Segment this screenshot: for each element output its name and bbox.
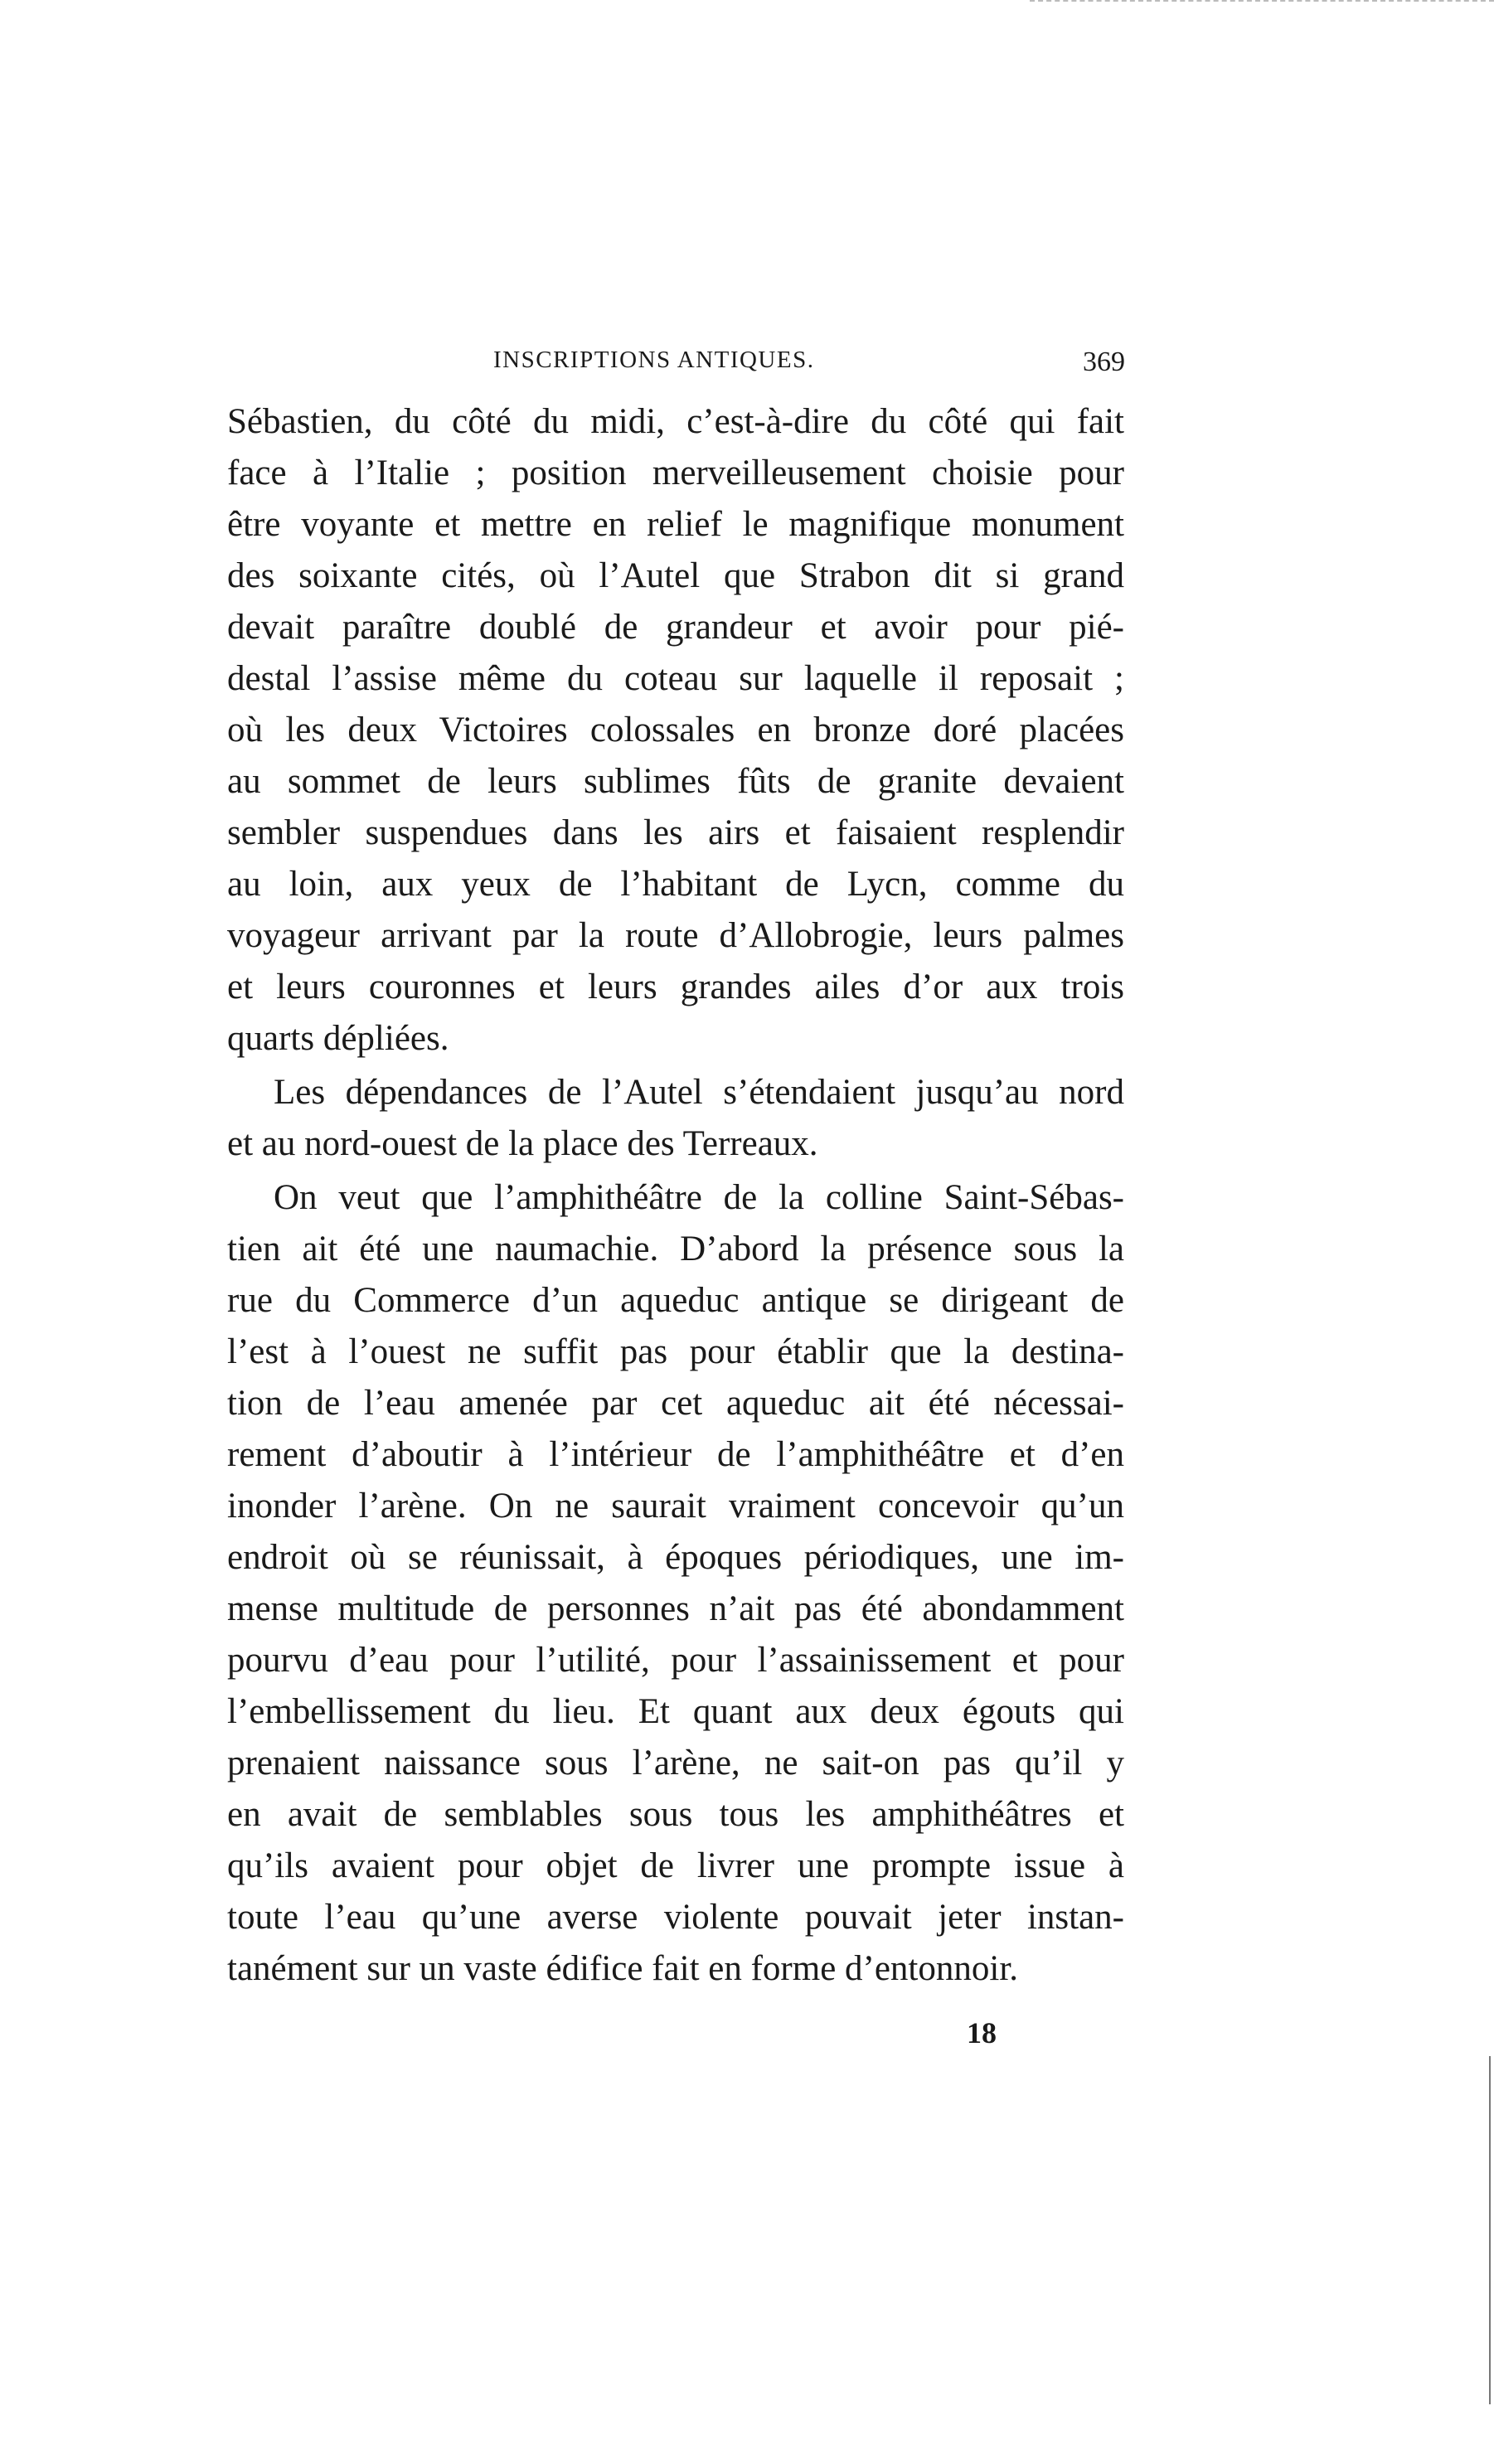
scan-top-edge [1030,0,1494,4]
text-line: toute l’eau qu’une averse violente pouvait jeter instan- [227,1898,1124,1937]
text-line: rue du Commerce d’un aqueduc antique se dirigeant de [227,1281,1124,1320]
text-line: Sébastien, du côté du midi, c’est-à-dire du côté qui fait [227,402,1124,441]
text-line: mense multitude de personnes n’ait pas été abondamment [227,1589,1124,1628]
text-line: qu’ils avaient pour objet de livrer une prompte issue à [227,1846,1124,1885]
text-line: destal l’assise même du coteau sur laquelle il reposait ; [227,659,1124,698]
text-line: inonder l’arène. On ne saurait vraiment concevoir qu’un [227,1487,1124,1525]
text-line: devait paraître doublé de grandeur et avoir pour pié- [227,608,1124,647]
signature-mark: 18 [967,2016,997,2049]
text-line: rement d’aboutir à l’intérieur de l’amphithéâtre et d’en [227,1435,1124,1474]
paragraph [227,396,1124,1065]
text-line: où les deux Victoires colossales en bronze doré placées [227,711,1124,749]
paragraph [227,1172,1124,1995]
text-line: et au nord-ouest de la place des Terreaux. [227,1124,818,1163]
text-line: être voyante et mettre en relief le magnifique monument [227,505,1124,544]
paragraph [227,1067,1124,1170]
running-title: INSCRIPTIONS ANTIQUES. [493,347,815,373]
text-line: au sommet de leurs sublimes fûts de granite devaient [227,762,1124,801]
text-line: face à l’Italie ; position merveilleusement choisie pour [227,454,1124,492]
text-line: l’est à l’ouest ne suffit pas pour établir que la destina- [227,1332,1124,1371]
text-line: tion de l’eau amenée par cet aqueduc ait été nécessai- [227,1384,1124,1423]
scan-right-edge [1489,2056,1491,2404]
text-line: sembler suspendues dans les airs et faisaient resplendir [227,813,1124,852]
text-line: et leurs couronnes et leurs grandes ailes d’or aux trois [227,968,1124,1006]
text-line: tien ait été une naumachie. D’abord la présence sous la [227,1230,1124,1268]
text-line: des soixante cités, où l’Autel que Strabon dit si grand [227,556,1124,595]
text-line: On veut que l’amphithéâtre de la colline Saint-Sébas- [274,1178,1124,1217]
text-line: au loin, aux yeux de l’habitant de Lycn, comme du [227,865,1124,904]
text-line: quarts dépliées. [227,1019,449,1058]
page-header [228,347,1125,388]
page-body [227,396,1124,1997]
text-line: l’embellissement du lieu. Et quant aux deux égouts qui [227,1692,1124,1731]
page-number: 369 [1083,347,1125,377]
text-line: tanément sur un vaste édifice fait en forme d’entonnoir. [227,1949,1019,1988]
text-line: voyageur arrivant par la route d’Allobrogie, leurs palmes [227,916,1124,955]
text-line: en avait de semblables sous tous les amphithéâtres et [227,1795,1124,1834]
text-line: prenaient naissance sous l’arène, ne sait-on pas qu’il y [227,1744,1124,1783]
text-line: Les dépendances de l’Autel s’étendaient jusqu’au nord [274,1073,1124,1112]
text-line: endroit où se réunissait, à époques périodiques, une im- [227,1538,1124,1577]
text-line: pourvu d’eau pour l’utilité, pour l’assainissement et pour [227,1641,1124,1680]
